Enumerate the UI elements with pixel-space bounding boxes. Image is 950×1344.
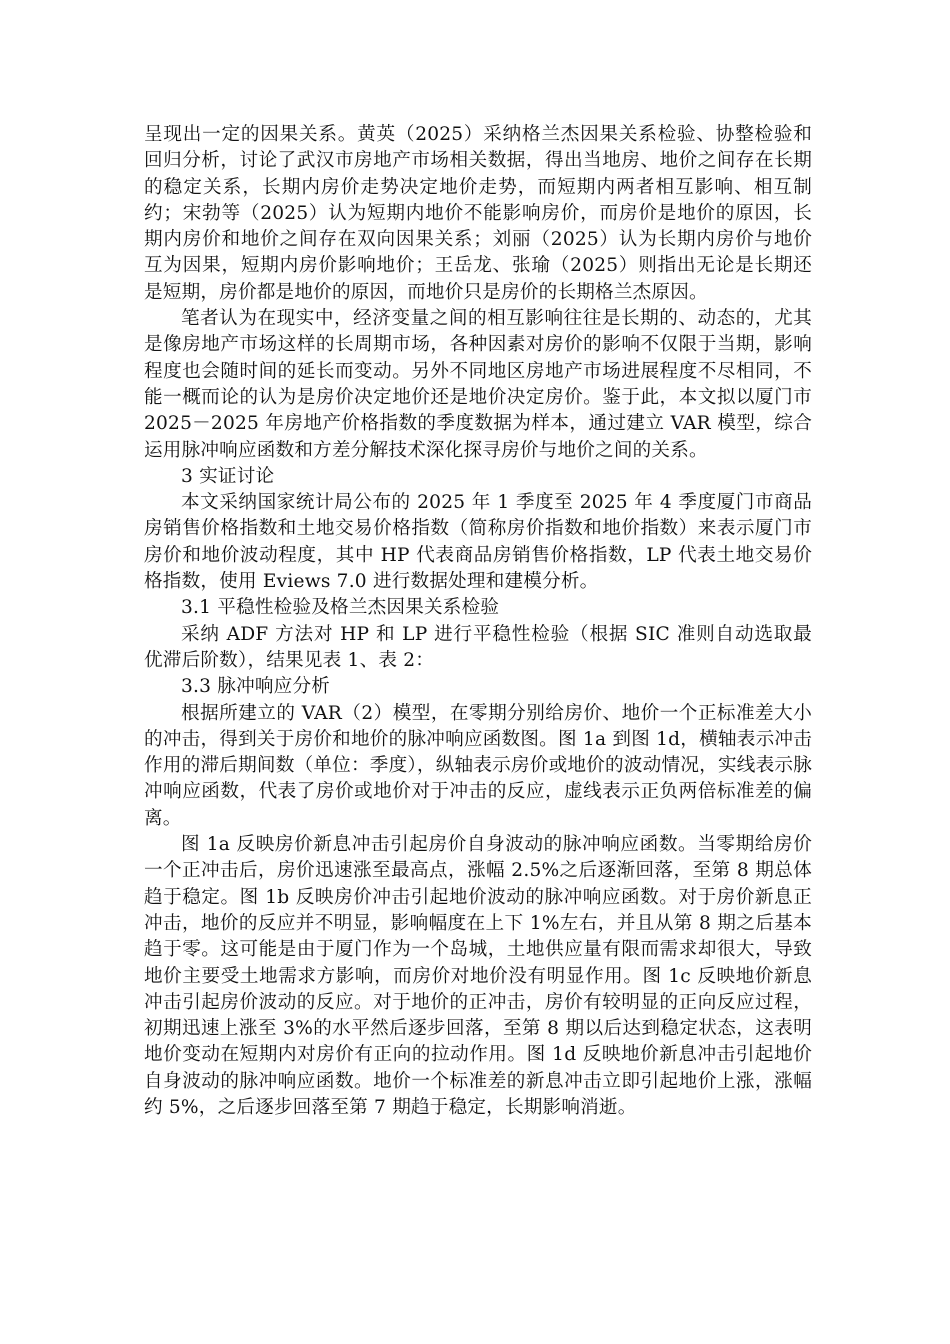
paragraph-literature-review: 呈现出一定的因果关系。黄英（2025）采纳格兰杰因果关系检验、协整检验和回归分析，讨论了武汉市房地产市场相关数据，得出当地房、地价之间存在长期的稳定关系，长期内房价走势决定地价走势，而短期内两者相互影响、相互制约；宋勃等（2025）认为短期内地价不能影响房价，而房价是地价的原因，长期内房价和地价之间存在双向因果关系；刘丽（2025）认为长期内房价与地价互为因果，短期内房价影响地价；王岳龙、张瑜（2025）则指出无论是长期还是短期，房价都是地价的原因，而地价只是房价的长期格兰杰原因。 bbox=[144, 124, 812, 303]
subsection-heading-3-3: 3.3 脉冲响应分析 bbox=[181, 676, 331, 698]
paragraph-impulse-intro: 根据所建立的 VAR（2）模型，在零期分别给房价、地价一个正标准差大小的冲击，得到关于房价和地价的脉冲响应函数图。图 1a 到图 1d，横轴表示冲击作用的滞后期间数（单位：季度），纵轴表示房价或地价的波动情况，实线表示脉冲响应函数，代表了房价或地价对于冲击的反应，虚线表示正负两倍标准差的偏离。 bbox=[144, 702, 812, 829]
paragraph-adf-test: 采纳 ADF 方法对 HP 和 LP 进行平稳性检验（根据 SIC 准则自动选取最优滞后阶数），结果见表 1、表 2： bbox=[144, 623, 812, 671]
paragraph-author-view: 笔者认为在现实中，经济变量之间的相互影响往往是长期的、动态的，尤其是像房地产市场这样的长周期市场，各种因素对房价的影响不仅限于当期，影响程度也会随时间的延长而变动。另外不同地区房地产市场进展程度不尽相同，不能一概而论的认为是房价决定地价还是地价决定房价。鉴于此，本文拟以厦门市 2025－2025 年房地产价格指数的季度数据为样本，通过建立 VAR 模型，综合运用脉冲响应函数和方差分解技术深化探寻房价与地价之间的关系。 bbox=[144, 308, 812, 461]
paragraph-data-source: 本文采纳国家统计局公布的 2025 年 1 季度至 2025 年 4 季度厦门市商品房销售价格指数和土地交易价格指数（简称房价指数和地价指数）来表示厦门市房价和地价波动程度，其中 HP 代表商品房销售价格指数，LP 代表土地交易价格指数，使用 Eviews 7.0 进行数据处理和建模分析。 bbox=[144, 492, 812, 593]
paragraph-impulse-analysis: 图 1a 反映房价新息冲击引起房价自身波动的脉冲响应函数。当零期给房价一个正冲击后，房价迅速涨至最高点，涨幅 2.5%之后逐渐回落，至第 8 期总体趋于稳定。图 1b 反映房价冲击引起地价波动的脉冲响应函数。对于房价新息正冲击，地价的反应并不明显，影响幅度在上下 1%左右，并且从第 8 期之后基本趋于零。这可能是由于厦门作为一个岛城，土地供应量有限而需求却很大，导致地价主要受土地需求方影响，而房价对地价没有明显作用。图 1c 反映地价新息冲击引起房价波动的反应。对于地价的正冲击，房价有较明显的正向反应过程，初期迅速上涨至 3%的水平然后逐步回落，至第 8 期以后达到稳定状态，这表明地价变动在短期内对房价有正向的拉动作用。图 1d 反映地价新息冲击引起地价自身波动的脉冲响应函数。地价一个标准差的新息冲击立即引起地价上涨，涨幅约 5%，之后逐步回落至第 7 期趋于稳定，长期影响消逝。 bbox=[144, 834, 812, 1118]
section-heading-3: 3 实证讨论 bbox=[181, 465, 275, 487]
subsection-heading-3-1: 3.1 平稳性检验及格兰杰因果关系检验 bbox=[181, 597, 500, 619]
document-page bbox=[144, 122, 812, 1121]
